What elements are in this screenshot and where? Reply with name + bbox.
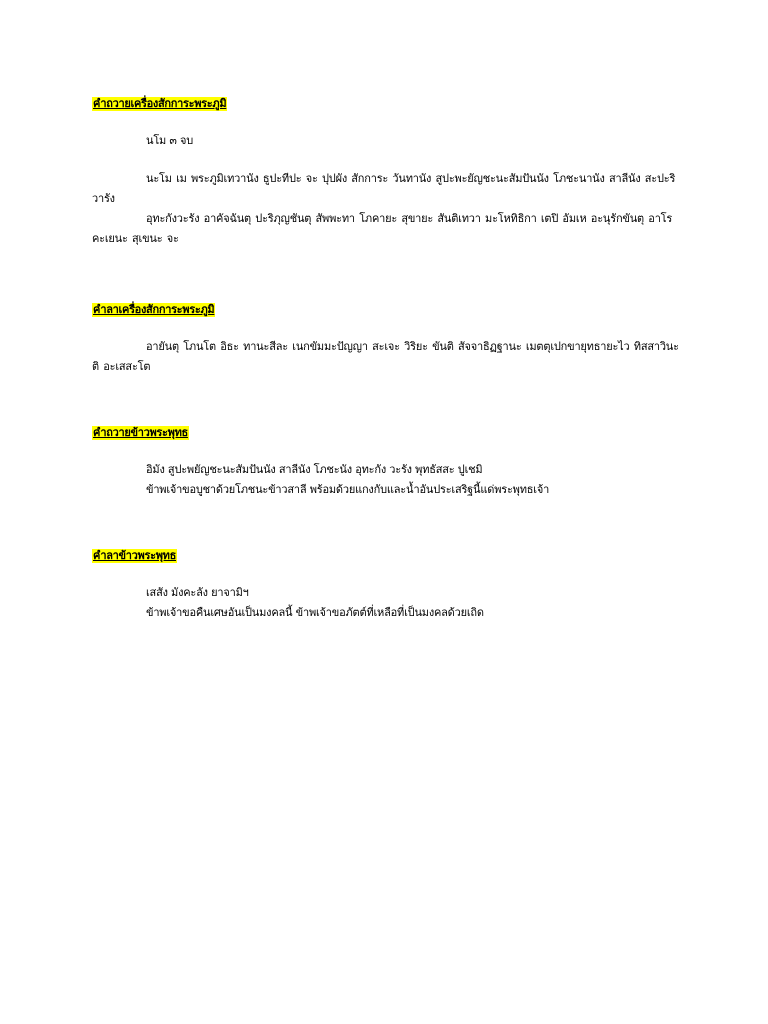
section-heading: คำลาเครื่องสักการะพระภูมิ	[93, 303, 215, 316]
text-line: เสสัง มังคะลัง ยาจามิฯ	[146, 586, 249, 599]
text-line: ข้าพเจ้าขอบูชาด้วยโภชนะข้าวสาลี พร้อมด้วยแกงกับและน้ำอันประเสริฐนี้แด่พระพุทธเจ้า	[146, 483, 550, 496]
text-paragraph: อุทะกังวะรัง อาคัจฉันตุ ปะริภุญชันตุ สัพพะทา โภคายะ สุขายะ สันติเทวา มะโหทิธิกา เตปิ อัมเห อะนุรักขันตุ อาโรคะเยนะ สุเขนะ จะ	[92, 212, 673, 245]
text-paragraph: นะโม เม พระภูมิเทวานัง ธูปะทีปะ จะ ปุปผัง สักการะ วันทานัง สูปะพะยัญชะนะสัมปันนัง โภชะนานัง สาลีนัง สะปะริวารัง	[92, 172, 676, 205]
section-heading: คำถวายข้าวพระพุทธ	[93, 426, 188, 439]
section-offering-to-phra-phum	[92, 92, 682, 249]
text-line: นโม ๓ จบ	[146, 134, 194, 147]
text-paragraph: อายันตุ โภนโต อิธะ ทานะสีละ เนกขัมมะปัญญา สะเจะ วิริยะ ขันติ สัจจาธิฏฐานะ เมตตุเปกขายุทธายะไว ทิสสาวินะติ อะเสสะโต	[92, 340, 679, 373]
section-heading: คำลาข้าวพระพุทธ	[93, 549, 177, 562]
text-line: อิมัง สูปะพยัญชะนะสัมปันนัง สาลีนัง โภชะนัง อุทะกัง วะรัง พุทธัสสะ ปูเชมิ	[146, 463, 483, 476]
section-farewell-phra-phum	[92, 298, 682, 377]
section-offering-rice-to-buddha	[92, 421, 682, 500]
text-line: ข้าพเจ้าขอคืนเศษอันเป็นมงคลนี้ ข้าพเจ้าขอภัตต์ที่เหลือที่เป็นมงคลด้วยเถิด	[146, 606, 484, 619]
section-farewell-rice-buddha	[92, 544, 682, 623]
section-heading: คำถวายเครื่องสักการะพระภูมิ	[93, 97, 227, 110]
